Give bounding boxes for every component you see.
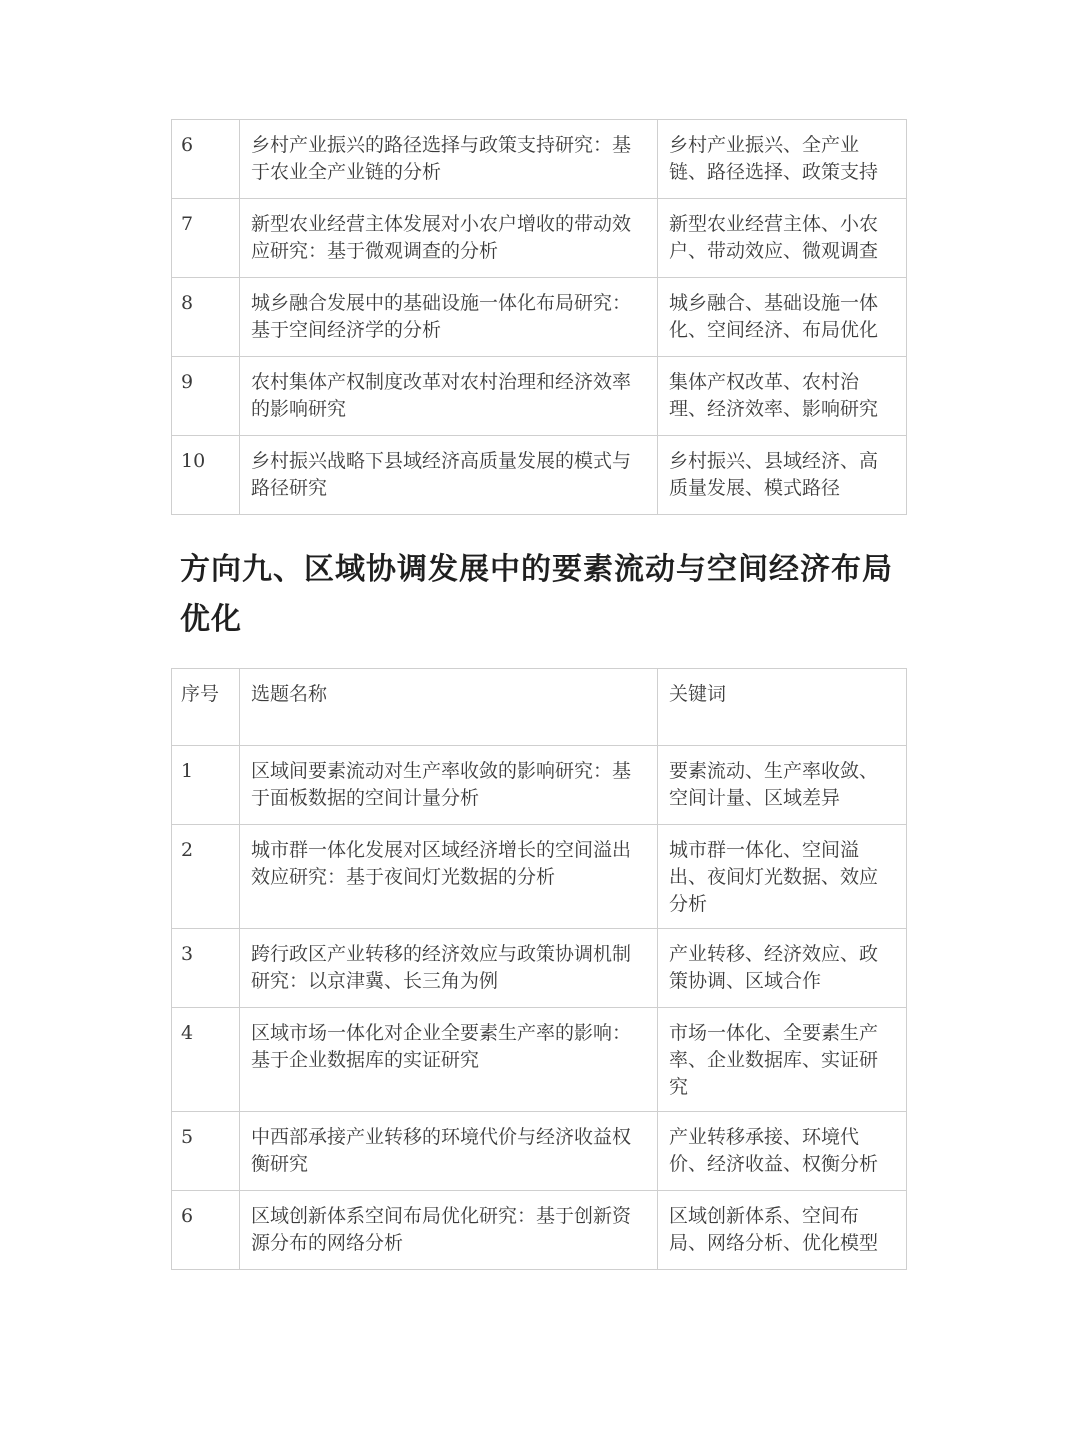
table-row [172,436,907,515]
topic-title: 区域创新体系空间布局优化研究：基于创新资源分布的网络分析 [240,1191,658,1270]
topic-keywords: 乡村产业振兴、全产业链、路径选择、政策支持 [658,120,907,199]
topic-keywords: 要素流动、生产率收敛、空间计量、区域差异 [658,746,907,825]
table-row [172,120,907,199]
table-row [172,1008,907,1112]
table-row [172,357,907,436]
topic-keywords: 集体产权改革、农村治理、经济效率、影响研究 [658,357,907,436]
table-row [172,1112,907,1191]
table-row [172,278,907,357]
topic-title: 中西部承接产业转移的环境代价与经济收益权衡研究 [240,1112,658,1191]
topic-keywords: 新型农业经营主体、小农户、带动效应、微观调查 [658,199,907,278]
row-number: 1 [172,746,240,825]
topic-keywords: 区域创新体系、空间布局、网络分析、优化模型 [658,1191,907,1270]
topic-table-continued [171,119,907,515]
header-number: 序号 [172,669,240,746]
topic-title: 农村集体产权制度改革对农村治理和经济效率的影响研究 [240,357,658,436]
topic-title: 乡村产业振兴的路径选择与政策支持研究：基于农业全产业链的分析 [240,120,658,199]
table-header-row [172,669,907,746]
topic-title: 新型农业经营主体发展对小农户增收的带动效应研究：基于微观调查的分析 [240,199,658,278]
table-row [172,929,907,1008]
topic-title: 区域市场一体化对企业全要素生产率的影响：基于企业数据库的实证研究 [240,1008,658,1112]
row-number: 3 [172,929,240,1008]
table-row [172,199,907,278]
row-number: 7 [172,199,240,278]
row-number: 10 [172,436,240,515]
topic-title: 城乡融合发展中的基础设施一体化布局研究：基于空间经济学的分析 [240,278,658,357]
topic-title: 跨行政区产业转移的经济效应与政策协调机制研究：以京津冀、长三角为例 [240,929,658,1008]
table-row [172,1191,907,1270]
topic-keywords: 产业转移、经济效应、政策协调、区域合作 [658,929,907,1008]
topic-title: 城市群一体化发展对区域经济增长的空间溢出效应研究：基于夜间灯光数据的分析 [240,825,658,929]
topic-keywords: 城乡融合、基础设施一体化、空间经济、布局优化 [658,278,907,357]
row-number: 4 [172,1008,240,1112]
row-number: 6 [172,120,240,199]
row-number: 5 [172,1112,240,1191]
topic-table-direction-9 [171,668,907,1270]
row-number: 9 [172,357,240,436]
row-number: 8 [172,278,240,357]
topic-keywords: 产业转移承接、环境代价、经济收益、权衡分析 [658,1112,907,1191]
row-number: 2 [172,825,240,929]
header-keywords: 关键词 [658,669,907,746]
topic-keywords: 乡村振兴、县域经济、高质量发展、模式路径 [658,436,907,515]
section-heading: 方向九、区域协调发展中的要素流动与空间经济布局优化 [180,552,893,637]
row-number: 6 [172,1191,240,1270]
table-row [172,746,907,825]
topic-keywords: 市场一体化、全要素生产率、企业数据库、实证研究 [658,1008,907,1112]
topic-title: 乡村振兴战略下县域经济高质量发展的模式与路径研究 [240,436,658,515]
topic-title: 区域间要素流动对生产率收敛的影响研究：基于面板数据的空间计量分析 [240,746,658,825]
table-row [172,825,907,929]
topic-keywords: 城市群一体化、空间溢出、夜间灯光数据、效应分析 [658,825,907,929]
header-title: 选题名称 [240,669,658,746]
